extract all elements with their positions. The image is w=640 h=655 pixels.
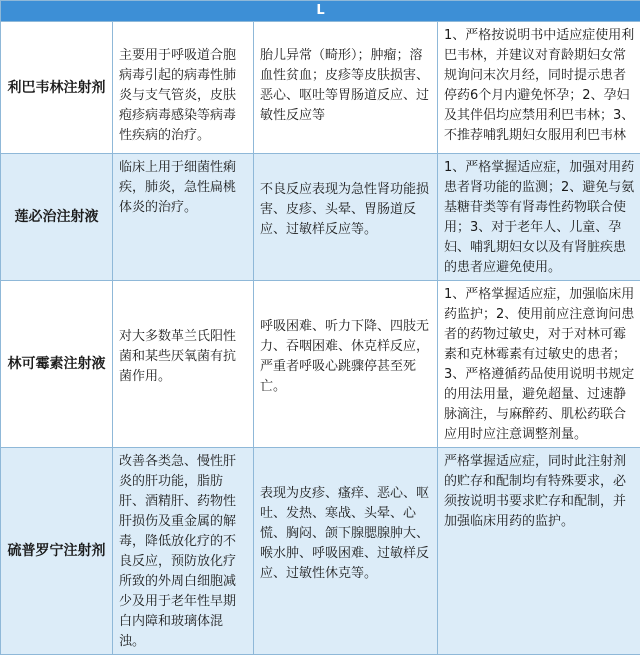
indication-cell — [113, 281, 254, 448]
indication-text: 改善各类急、慢性肝炎的肝功能，脂肪肝、酒精肝、药物性肝损伤及重金属的解毒，降低放化疗的不良反应，预防放化疗所致的外周白细胞减少及用于老年性早期白内障和玻璃体混浊。 — [113, 448, 253, 654]
adverse-cell — [254, 281, 438, 448]
indication-text: 对大多数革兰氏阳性菌和某些厌氧菌有抗菌作用。 — [113, 281, 253, 389]
adverse-text: 不良反应表现为急性肾功能损害、皮疹、头晕、胃肠道反应、过敏样反应等。 — [254, 154, 437, 242]
precautions-text: 1、严格掌握适应症，加强临床用药监护；2、使用前应注意询问患者的药物过敏史，对于对林可霉素和克林霉素有过敏史的患者；3、严格遵循药品使用说明书规定的用法用量，避免超量、过速静脉滴注，与麻醉药、肌松药联合应用时应注意调整剂量。 — [438, 281, 640, 447]
drug-name: 莲必治注射液 — [1, 154, 113, 281]
drug-name: 林可霉素注射液 — [1, 281, 113, 448]
indication-text: 临床上用于细菌性痢疾，肺炎，急性扁桃体炎的治疗。 — [113, 154, 253, 220]
header-title: L — [1, 1, 640, 22]
table-row — [1, 154, 640, 281]
indication-text: 主要用于呼吸道合胞病毒引起的病毒性肺炎与支气管炎，皮肤疱疹病毒感染等病毒性疾病的治疗。 — [113, 22, 253, 148]
precautions-text: 1、严格按说明书中适应症使用利巴韦林，并建议对育龄期妇女常规询问末次月经，同时提示患者停药6个月内避免怀孕；2、孕妇及其伴侣均应禁用利巴韦林；3、不推荐哺乳期妇女服用利巴韦林 — [438, 22, 640, 148]
precautions-text: 严格掌握适应症，同时此注射剂的贮存和配制均有特殊要求，必须按说明书要求贮存和配制，并加强临床用药的监护。 — [438, 448, 640, 534]
adverse-text: 呼吸困难、听力下降、四肢无力、吞咽困难、休克样反应，严重者呼吸心跳骤停甚至死亡。 — [254, 281, 437, 399]
adverse-text: 表现为皮疹、瘙痒、恶心、呕吐、发热、寒战、头晕、心慌、胸闷、颌下腺腮腺肿大、喉水肿、呼吸困难、过敏样反应、过敏性休克等。 — [254, 448, 437, 586]
indication-cell — [113, 22, 254, 154]
precautions-cell — [438, 448, 640, 655]
precautions-cell — [438, 22, 640, 154]
precautions-cell — [438, 281, 640, 448]
table-row — [1, 281, 640, 448]
indication-cell — [113, 448, 254, 655]
table-row — [1, 22, 640, 154]
adverse-cell — [254, 22, 438, 154]
drug-name: 硫普罗宁注射剂 — [1, 448, 113, 655]
table-row — [1, 448, 640, 655]
adverse-cell — [254, 154, 438, 281]
adverse-text: 胎儿异常（畸形）；肿瘤；溶血性贫血；皮疹等皮肤损害、恶心、呕吐等胃肠道反应、过敏性反应等 — [254, 22, 437, 128]
precautions-text: 1、严格掌握适应症，加强对用药患者肾功能的监测；2、避免与氨基糖苷类等有肾毒性药物联合使用；3、对于老年人、儿童、孕妇、哺乳期妇女以及有肾脏疾患的患者应避免使用。 — [438, 154, 640, 280]
precautions-cell — [438, 154, 640, 281]
table-header-row — [1, 1, 640, 22]
indication-cell — [113, 154, 254, 281]
drug-name: 利巴韦林注射剂 — [1, 22, 113, 154]
adverse-cell — [254, 448, 438, 655]
